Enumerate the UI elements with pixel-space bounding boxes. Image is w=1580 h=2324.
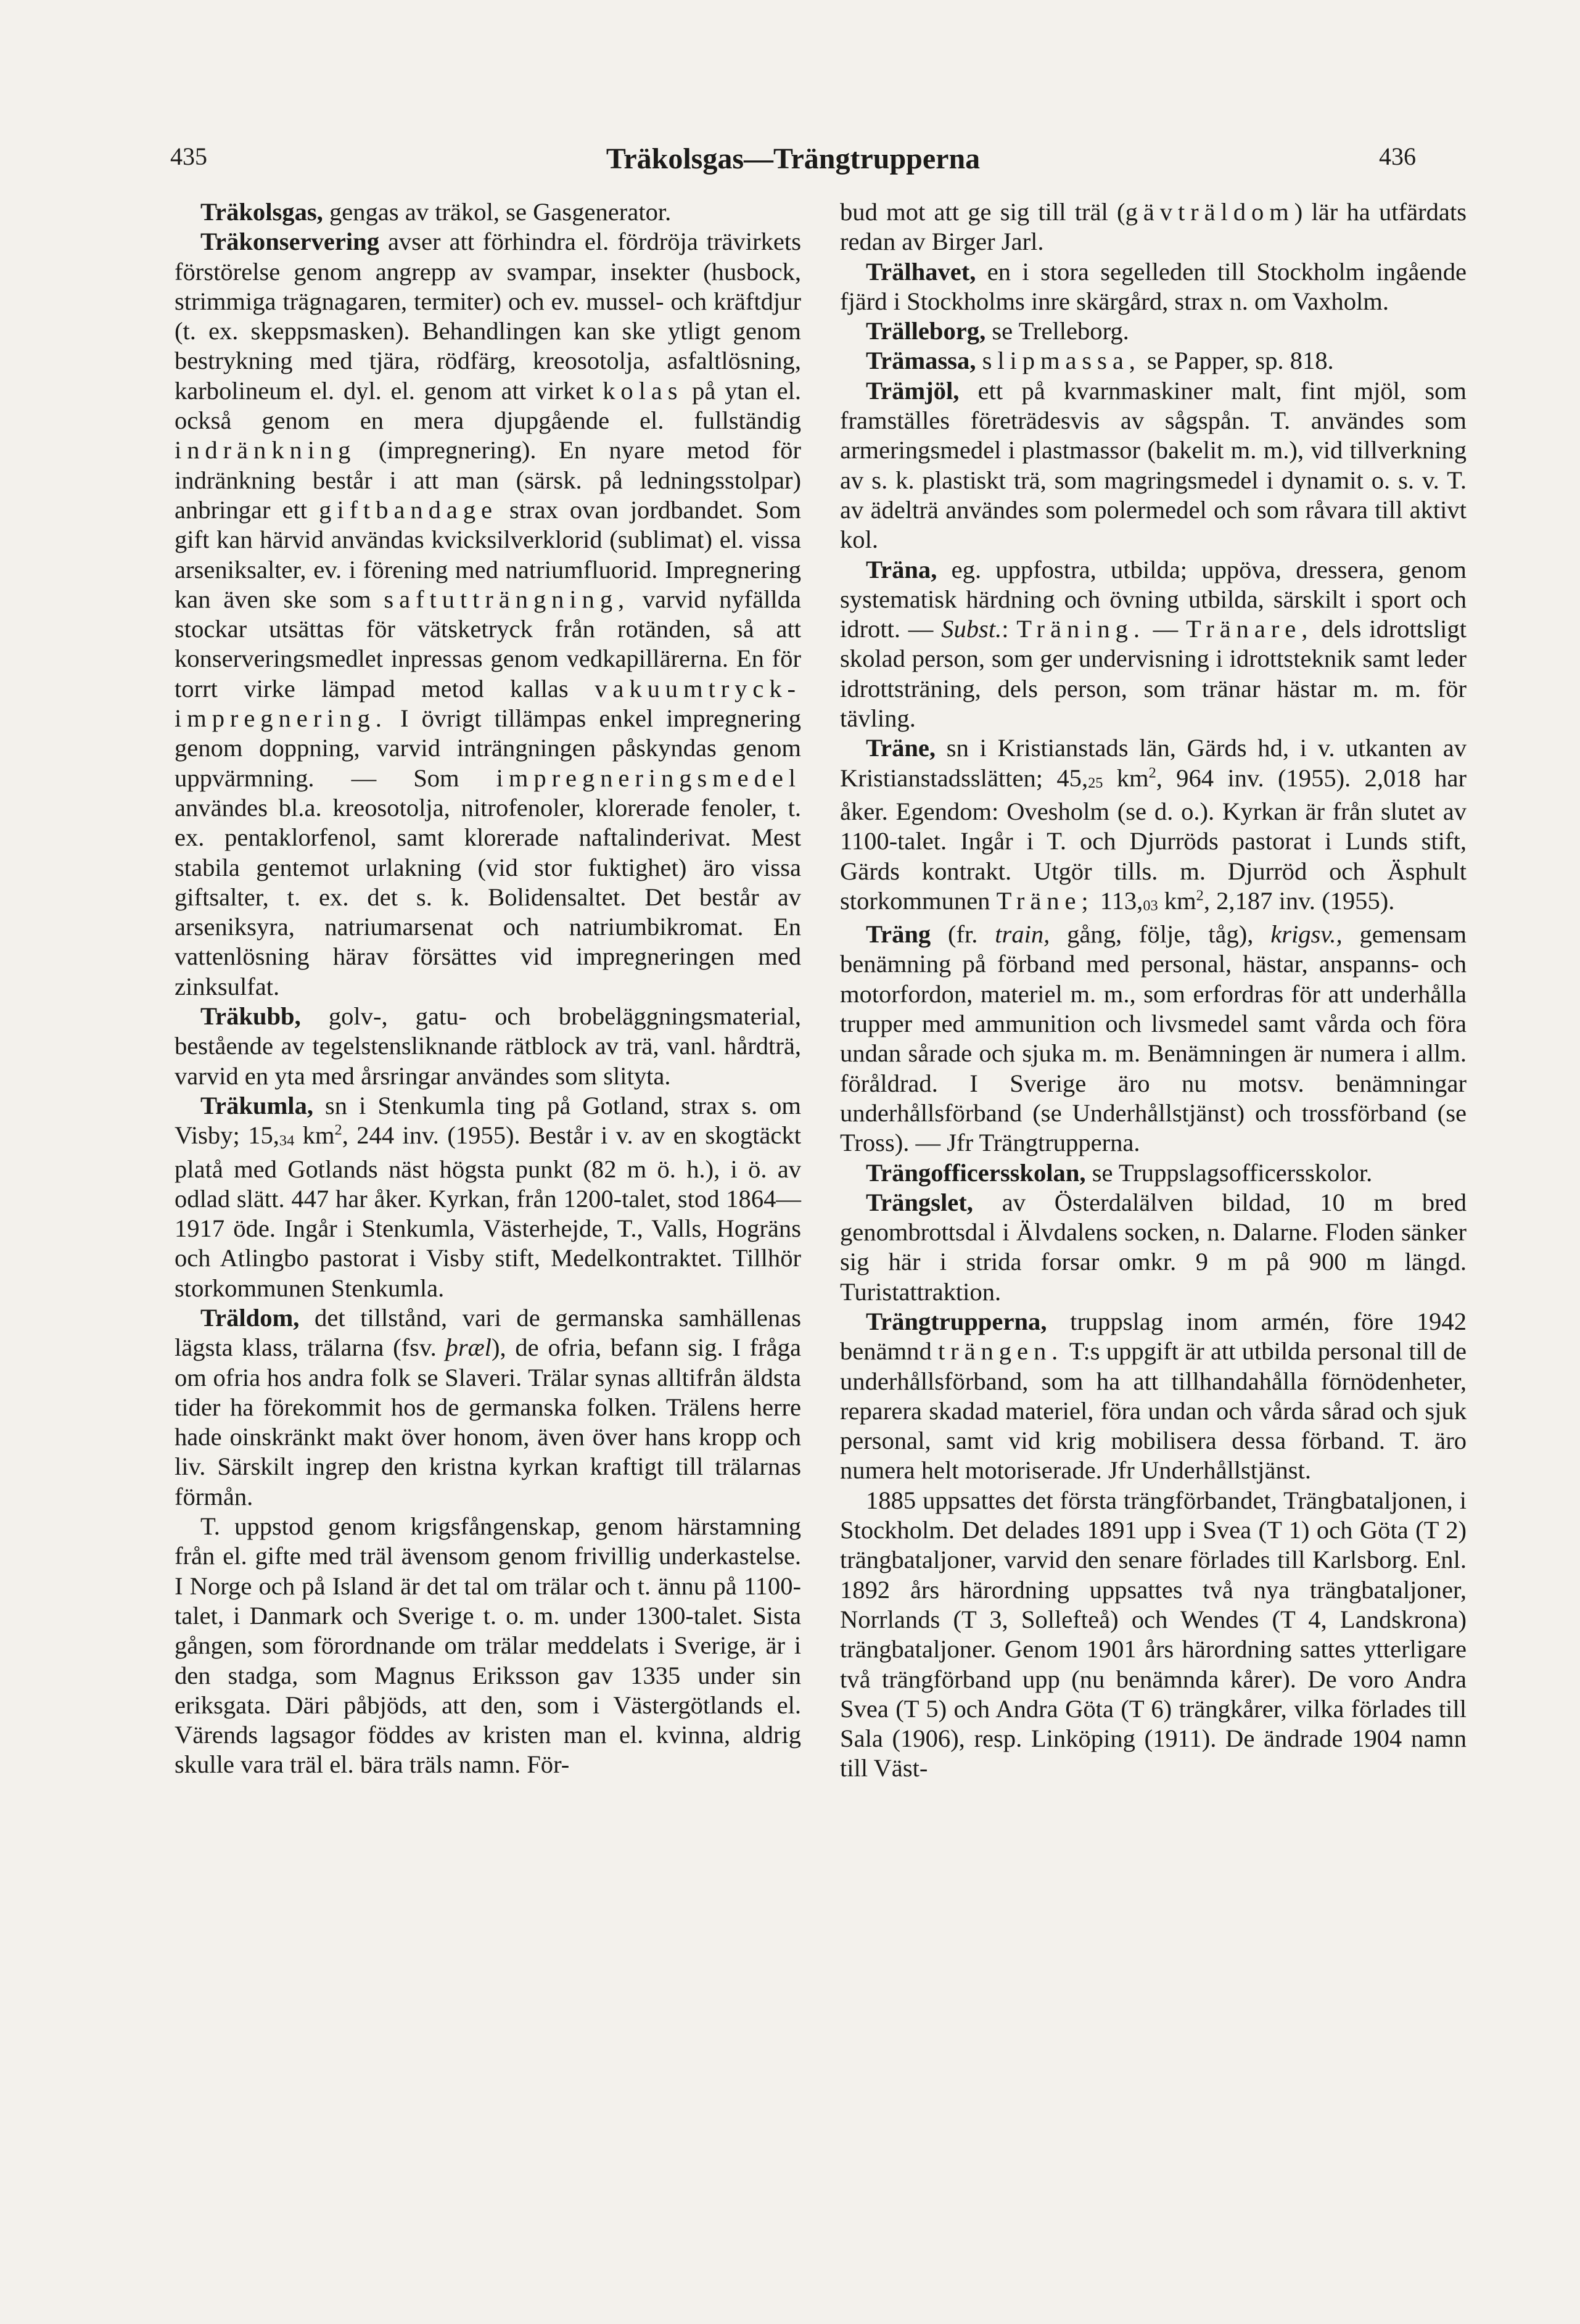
entry-text: se Papper, sp. 818.	[1140, 347, 1334, 375]
entry-text: , 964 inv. (1955). 2,018 har åker. Egendom: Ovesholm (se d. o.). Kyrkan är från slutet av 1100-talet. Ingår i T. och Djurröds pastorat i Lunds stift, Gärds kontrakt. Utgör tills. m. Djurröd och Äsphult storkommunen	[840, 764, 1467, 915]
entry-trakumla	[175, 1091, 801, 1303]
left-column	[175, 197, 801, 1780]
page-header	[170, 142, 1416, 179]
running-title: Träkolsgas—Trängtrupperna	[606, 142, 981, 175]
entry-tramjol	[840, 376, 1467, 555]
entry-text: truppslag inom armén, före 1942 benämnd	[840, 1307, 1467, 1366]
entry-text: eg. uppfostra, utbilda; uppöva, dressera, genom systematisk härdning och övning utbilda, särskilt i sport och idrott. —	[840, 555, 1467, 643]
spaced-term: giftbandage	[319, 495, 498, 524]
headword: Trängslet,	[866, 1188, 973, 1216]
spaced-term: Träning.	[1016, 615, 1145, 643]
entry-tralleborg	[840, 316, 1467, 346]
entry-text: användes bl.a. kreosotolja, nitrofenoler, klorerade fenoler, t. ex. pentaklorfenol, samt klorerade naftalinderivat. Mest stabila gentemot urlakning (vid stor fuktighet) äro vissa giftsalter, t. ex. det s. k. Bolidensaltet. Det består av arseniksyra, natriumarsenat och natriumbikromat. En vattenlösning härav försättes vid impregneringen med zinksulfat.	[175, 793, 801, 1000]
entry-trangslet	[840, 1188, 1467, 1307]
entry-text: km	[1103, 764, 1149, 792]
right-column	[840, 197, 1467, 1784]
spaced-term: trängen.	[937, 1337, 1064, 1366]
entry-text: I övrigt tillämpas enkel impregnering genom doppning, varvid inträngningen påskyndas genom uppvärmning. — Som	[175, 704, 801, 792]
entry-text: (fr.	[931, 920, 995, 949]
entry-text: km	[1158, 886, 1196, 915]
entry-trane	[840, 733, 1467, 920]
decimal: 25	[1088, 775, 1103, 792]
spaced-term: Träne;	[996, 886, 1094, 915]
headword: Träldom,	[200, 1303, 300, 1332]
entry-traldom	[175, 1303, 801, 1512]
entry-text: det tillstånd, vari de germanska samhällenas lägsta klass, trälarna (fsv.	[175, 1303, 801, 1362]
entry-text: varvid nyfällda stockar utsättas för vätsketryck från rotänden, så att konserveringsmedlet inpressas genom vedkapillärerna. En för torrt virke lämpad metod kallas	[175, 585, 801, 703]
headword: Trämassa,	[866, 347, 976, 375]
entry-trangofficersskolan	[840, 1158, 1467, 1188]
spaced-term: Tränare,	[1185, 615, 1314, 643]
italic-term: train,	[995, 920, 1050, 949]
spaced-term: slipmassa,	[982, 347, 1141, 375]
spaced-term: vakuumtryck-impregnering.	[175, 674, 801, 733]
paragraph-trangtrupperna-2: 1885 uppsattes det första trängförbandet, Trängbataljonen, i Stockholm. Det delades 1891 upp i Svea (T 1) och Göta (T 2) trängbataljoner, varvid den senare förlades till Karlsborg. Enl. 1892 års härordning uppsattes två nya trängbataljoner, Norrlands (T 3, Sollefteå) och Wendes (T 4, Landskrona) trängbataljoner. Genom 1901 års härordning sattes ytterligare två trängförband upp (nu benämnda kårer). De voro Andra Svea (T 5) och Andra Göta (T 6) trängkårer, vilka förlades till Sala (1906), resp. Linköping (1911). De ändrade 1904 namn till Väst-	[840, 1486, 1467, 1782]
entry-text: se Trelleborg.	[985, 317, 1129, 345]
entry-text: km	[294, 1121, 335, 1150]
page-number-left: 435	[170, 142, 207, 170]
headword: Trälleborg,	[866, 317, 986, 345]
continued-text	[840, 197, 1467, 257]
page-number-right: 436	[1379, 142, 1416, 170]
entry-tralhavet	[840, 257, 1467, 317]
italic-term: krigsv.,	[1270, 920, 1343, 949]
entry-text: T:s uppgift är att utbilda personal till de underhållsförband, som ha att tillhandahålla förnödenheter, reparera skadad materiel, föra undan och vårda sårad och sjuk personal, samt vid krig mobilisera dessa förband. T. äro numera helt motoriserade. Jfr Underhållstjänst.	[840, 1337, 1467, 1485]
paragraph-traldom-2: T. uppstod genom krigsfångenskap, genom härstamning från el. gifte med träl ävensom genom frivillig underkastelse. I Norge och på Island är det tal om trälar och t. ännu på 1100-talet, i Danmark och Sverige t. o. m. under 1300-talet. Sista gången, som förordnande om trälar meddelats i Sverige, är i den stadga, som Magnus Eriksson gav 1335 under sin eriksgata. Däri påbjöds, att den, som i Västergötlands el. Värends lagsagor föddes av kristen man el. kvinna, aldrig skulle vara träl el. bära träls namn. För-	[175, 1512, 801, 1779]
italic-term: þræl	[445, 1333, 492, 1362]
entry-text: , 244 inv. (1955). Består i v. av en skogtäckt platå med Gotlands näst högsta punkt (82 m ö. h.), i ö. av odlad slätt. 447 har åker. Kyrkan, från 1200-talet, stod 1864—1917 öde. Ingår i Stenkumla, Västerhejde, T., Valls, Hogräns och Atlingbo pastorat i Visby stift, Medelkontraktet. Tillhör storkommunen Stenkumla.	[175, 1121, 801, 1302]
superscript: 2	[334, 1121, 342, 1139]
entry-trang	[840, 920, 1467, 1158]
headword: Trängtrupperna,	[866, 1307, 1047, 1335]
entry-text: —	[1145, 615, 1186, 643]
superscript: 2	[1148, 764, 1156, 781]
headword: Träkolsgas,	[200, 198, 323, 226]
entry-trana	[840, 555, 1467, 734]
entry-text: gång, följe, tåg),	[1050, 920, 1271, 949]
headword: Trängofficersskolan,	[866, 1158, 1086, 1187]
entry-text: avser att förhindra el. fördröja trävirkets förstörelse genom angrepp av svampar, insekter (husbock, strimmiga trägnagaren, termiter) och ev. mussel- och kräftdjur (t. ex. skeppsmasken). Behandlingen kan ske ytligt genom bestrykning med tjära, rödfärg, kreosotolja, asfaltlösning, karbolineum el. dyl. el. genom att virket	[175, 228, 801, 405]
entry-text: av Österdalälven bildad, 10 m bred genombrottsdal i Älvdalens socken, n. Dalarne. Floden sänker sig här i strida forsar omkr. 9 m på 900 m längd. Turistattraktion.	[840, 1188, 1467, 1306]
headword: Trälhavet,	[866, 257, 976, 286]
entry-text: ), de ofria, befann sig. I fråga om ofria hos andra folk se Slaveri. Trälar synas alltifrån äldsta tider ha förekommit hos de germanska folken. Trälens herre hade oinskränkt makt över honom, även över hans kropp och liv. Särskilt ingrep den kristna kyrkan kraftigt till trälarnas förmån.	[175, 1333, 801, 1510]
headword: Träne,	[866, 734, 936, 762]
headword: Träkumla,	[200, 1091, 313, 1119]
entry-trakonservering	[175, 227, 801, 1002]
entry-text: strax ovan jordbandet. Som gift kan härvid användas kvicksilverklorid (sublimat) el. vissa arseniksalter, ev. i förening med natriumfluorid. Impregnering kan även ske som	[175, 495, 801, 613]
spaced-term: gävträldom	[1125, 198, 1294, 226]
headword: Träkonservering	[200, 228, 380, 256]
entry-text: 113,	[1093, 886, 1143, 915]
decimal: 34	[279, 1132, 295, 1149]
superscript: 2	[1196, 887, 1204, 904]
entry-trakolsgas	[175, 197, 801, 227]
entry-text: :	[1002, 615, 1017, 643]
entry-trangtrupperna	[840, 1307, 1467, 1486]
entry-text: bud mot att ge sig till träl (	[840, 198, 1125, 226]
entry-text: en i stora segelleden till Stockholm ingående fjärd i Stockholms inre skärgård, strax n. om Vaxholm.	[840, 257, 1467, 315]
entry-text: på ytan el. också genom en mera djupgående el. fullständig	[175, 376, 802, 435]
entry-text: , 2,187 inv. (1955).	[1203, 886, 1395, 915]
entry-text: se Truppslagsofficersskolor.	[1085, 1158, 1373, 1187]
entry-text: gengas av träkol, se Gasgenerator.	[323, 198, 672, 226]
spaced-term: kolas	[603, 376, 683, 405]
entry-text: ) lär ha utfärdats redan av Birger Jarl.	[840, 198, 1467, 256]
entry-text: dels idrottsligt skolad person, som ger undervisning i idrottsteknik samt leder idrottsträning, dels person, som tränar hästar m. m. för tävling.	[840, 615, 1467, 733]
decimal: 03	[1143, 897, 1158, 915]
italic-term: Subst.	[941, 615, 1002, 643]
spaced-term: saftutträngning,	[384, 585, 630, 613]
entry-text: (impregnering). En nyare metod för indränkning består i att man (särsk. på ledningsstolpar) anbringar ett	[175, 436, 801, 524]
entry-text: sn i Stenkumla ting på Gotland, strax s. om Visby; 15,	[175, 1091, 801, 1150]
headword: Trämjöl,	[866, 376, 960, 405]
entry-trakubb	[175, 1002, 801, 1091]
headword: Träkubb,	[200, 1002, 301, 1031]
entry-text: sn i Kristianstads län, Gärds hd, i v. utkanten av Kristianstadsslätten; 45,	[840, 734, 1467, 792]
entry-tramassa	[840, 346, 1467, 376]
spaced-term: indränkning	[175, 436, 356, 464]
headword: Träng	[866, 920, 931, 949]
spaced-term: impregneringsmedel	[496, 764, 801, 792]
headword: Träna,	[866, 555, 937, 583]
entry-text: gemensam benämning på förband med personal, hästar, anspanns- och motorfordon, materiel m. m., som erfordras för att underhålla trupper med ammunition och livsmedel samt vårda och föra undan sårade och sjuka m. m. Benämningen är numera i allm. föråldrad. I Sverige äro nu motsv. benämningar underhållsförband (se Underhållstjänst) och trossförband (se Tross). — Jfr Trängtrupperna.	[840, 920, 1467, 1157]
entry-text: ett på kvarnmaskiner malt, fint mjöl, som framställes företrädesvis av sågspån. T. användes som armeringsmedel i plastmassor (bakelit m. m.), vid tillverkning av s. k. plastiskt trä, som magringsmedel i dynamit o. s. v. T. av ädelträ användes som polermedel och som råvara till aktivt kol.	[840, 376, 1467, 554]
entry-text: golv-, gatu- och brobeläggningsmaterial, bestående av tegelstensliknande rätblock av trä, vanl. hårdträ, varvid en yta med årsringar användes som slityta.	[175, 1002, 801, 1090]
